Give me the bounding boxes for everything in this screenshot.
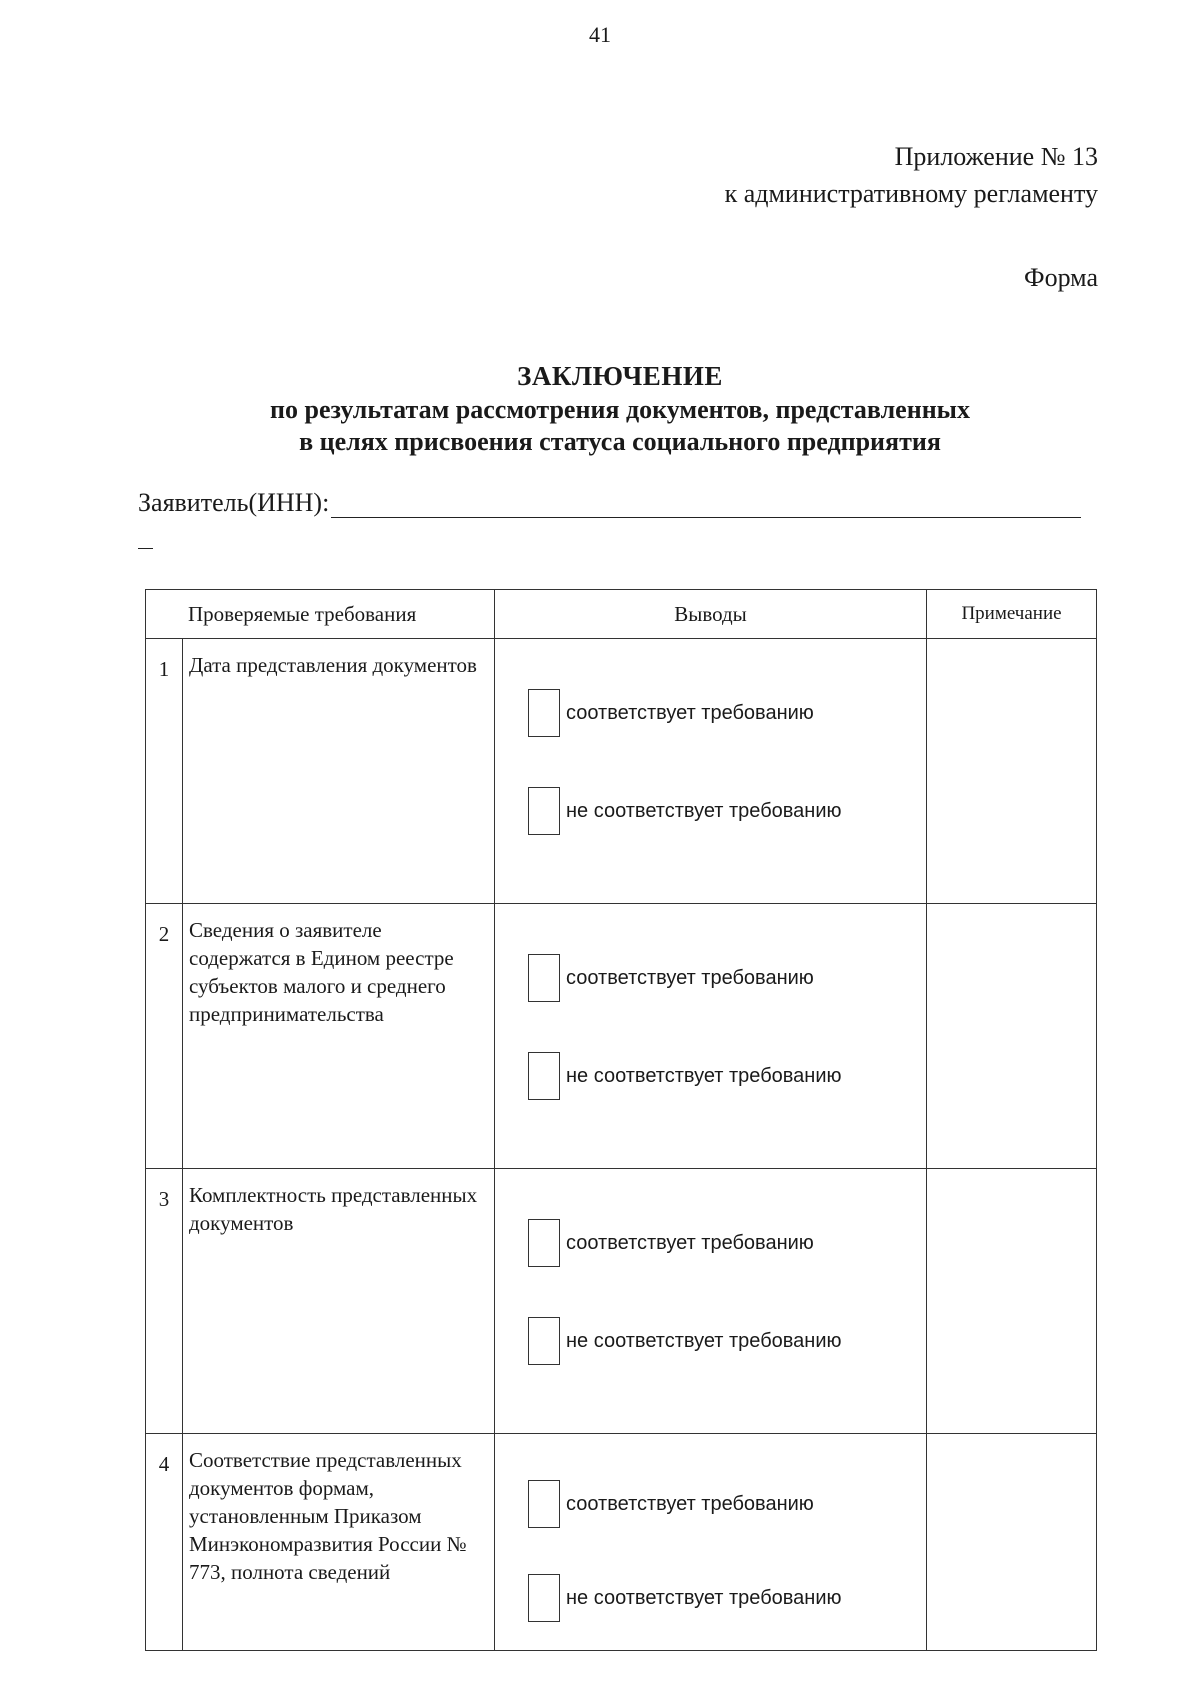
checkbox-match[interactable] bbox=[528, 1480, 560, 1528]
table-row bbox=[146, 639, 1097, 904]
requirements-table bbox=[145, 589, 1097, 1651]
option-mismatch[interactable] bbox=[528, 785, 926, 837]
option-match-label: соответствует требованию bbox=[566, 966, 814, 989]
option-mismatch[interactable] bbox=[528, 1050, 926, 1102]
option-match-label: соответствует требованию bbox=[566, 1231, 814, 1254]
conclusion-cell bbox=[495, 904, 927, 1169]
document-title bbox=[0, 358, 1200, 458]
header-conclusions: Выводы bbox=[495, 590, 927, 639]
header-requirements: Проверяемые требования bbox=[146, 590, 495, 639]
row-number: 2 bbox=[146, 904, 183, 1169]
applicant-label: Заявитель(ИНН): bbox=[138, 488, 330, 517]
table-row bbox=[146, 1434, 1097, 1651]
header-note: Примечание bbox=[927, 590, 1097, 639]
appendix-regulation: к административному регламенту bbox=[724, 179, 1098, 208]
appendix-reference bbox=[725, 138, 1098, 212]
option-mismatch-label: не соответствует требованию bbox=[566, 1064, 842, 1087]
conclusion-cell bbox=[495, 639, 927, 904]
option-match[interactable] bbox=[528, 1217, 926, 1269]
requirement-text: Соответствие представленных документов формам, установленным Приказом Минэкономразвития России № 773, полнота сведений bbox=[183, 1434, 495, 1651]
checkbox-mismatch[interactable] bbox=[528, 1052, 560, 1100]
option-mismatch-label: не соответствует требованию bbox=[566, 799, 842, 822]
row-number: 3 bbox=[146, 1169, 183, 1434]
title-main: ЗАКЛЮЧЕНИЕ bbox=[517, 361, 723, 391]
option-mismatch-label: не соответствует требованию bbox=[566, 1586, 842, 1609]
checkbox-mismatch[interactable] bbox=[528, 1317, 560, 1365]
checkbox-match[interactable] bbox=[528, 1219, 560, 1267]
checkbox-mismatch[interactable] bbox=[528, 787, 560, 835]
row-number: 1 bbox=[146, 639, 183, 904]
option-match-label: соответствует требованию bbox=[566, 1492, 814, 1515]
table-row bbox=[146, 904, 1097, 1169]
table-row bbox=[146, 1169, 1097, 1434]
checkbox-match[interactable] bbox=[528, 954, 560, 1002]
option-match-label: соответствует требованию bbox=[566, 701, 814, 724]
note-cell[interactable] bbox=[927, 1169, 1097, 1434]
checkbox-mismatch[interactable] bbox=[528, 1574, 560, 1622]
option-match[interactable] bbox=[528, 687, 926, 739]
requirement-text: Сведения о заявителе содержатся в Едином реестре субъектов малого и среднего предпринимательства bbox=[183, 904, 495, 1169]
option-mismatch[interactable] bbox=[528, 1572, 926, 1624]
page-number: 41 bbox=[589, 22, 611, 47]
table-header-row bbox=[146, 590, 1097, 639]
option-mismatch[interactable] bbox=[528, 1315, 926, 1367]
requirement-text: Комплектность представленных документов bbox=[183, 1169, 495, 1434]
conclusion-cell bbox=[495, 1169, 927, 1434]
option-match[interactable] bbox=[528, 952, 926, 1004]
note-cell[interactable] bbox=[927, 904, 1097, 1169]
form-label: Форма bbox=[1024, 263, 1098, 292]
note-cell[interactable] bbox=[927, 639, 1097, 904]
title-line-2: по результатам рассмотрения документов, представленных bbox=[270, 395, 970, 424]
applicant-field bbox=[138, 488, 1081, 518]
row-number: 4 bbox=[146, 1434, 183, 1651]
requirement-text: Дата представления документов bbox=[183, 639, 495, 904]
note-cell[interactable] bbox=[927, 1434, 1097, 1651]
option-match[interactable] bbox=[528, 1478, 926, 1530]
applicant-inn-line[interactable] bbox=[331, 493, 1081, 518]
conclusion-cell bbox=[495, 1434, 927, 1651]
checkbox-match[interactable] bbox=[528, 689, 560, 737]
option-mismatch-label: не соответствует требованию bbox=[566, 1329, 842, 1352]
appendix-number: Приложение № 13 bbox=[894, 142, 1098, 171]
title-line-3: в целях присвоения статуса социального предприятия bbox=[299, 427, 941, 456]
divider-mark bbox=[138, 548, 153, 549]
